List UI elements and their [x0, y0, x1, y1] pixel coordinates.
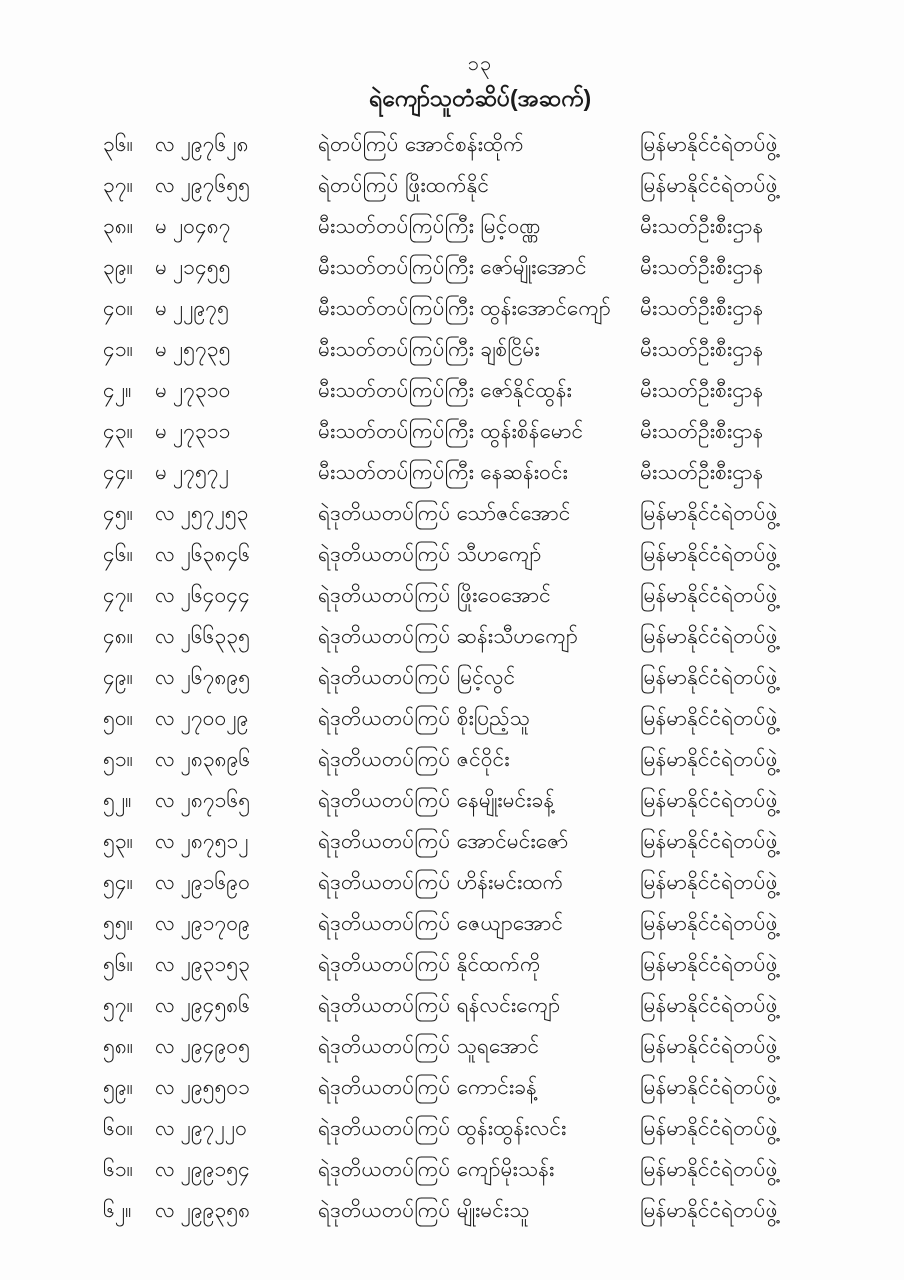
- organization-label: မြန်မာနိုင်ငံရဲတပ်ဖွဲ့: [640, 748, 778, 771]
- organization-label: မြန်မာနိုင်ငံရဲတပ်ဖွဲ့: [640, 625, 778, 648]
- table-row: [0, 1108, 904, 1149]
- rank-name-cell: [318, 124, 640, 165]
- row-number: ၅၄။: [103, 871, 133, 894]
- rank-name-cell: [318, 1190, 640, 1231]
- row-number: ၄၅။: [103, 502, 133, 525]
- organization-label: မြန်မာနိုင်ငံရဲတပ်ဖွဲ့: [640, 174, 778, 197]
- rank-name-cell: [318, 329, 640, 370]
- service-code: လ ၂၆၃၈၄၆: [155, 543, 251, 566]
- table-row: [0, 534, 904, 575]
- name-label: ဇော်မျိုးအောင်: [480, 256, 587, 279]
- table-row: [0, 1190, 904, 1231]
- rank-name-cell: [318, 411, 640, 452]
- service-code: မ ၂၅၇၃၅: [155, 338, 231, 361]
- name-label: စိုးပြည့်သူ: [456, 707, 530, 730]
- service-code: လ ၂၉၄၉၀၅: [155, 1035, 250, 1058]
- page-title: ရဲကျော်သူတံဆိပ်(အဆက်): [368, 85, 592, 111]
- organization-label: မြန်မာနိုင်ငံရဲတပ်ဖွဲ့: [640, 994, 778, 1017]
- row-number: ၄၃။: [103, 420, 133, 443]
- service-code: လ ၂၉၃၁၅၃: [155, 953, 250, 976]
- table-row: [0, 985, 904, 1026]
- rank-name-cell: [318, 247, 640, 288]
- name-label: မြင့်ဝဏ္ဏ: [480, 215, 541, 238]
- rank-label: ရဲဒုတိယတပ်ကြပ်: [318, 1117, 451, 1140]
- rank-label: မီးသတ်တပ်ကြပ်ကြီး: [318, 215, 474, 238]
- row-number: ၅၉။: [103, 1076, 133, 1099]
- rank-name-cell: [318, 452, 640, 493]
- name-label: ဖြိုးဝေအောင်: [456, 584, 551, 607]
- rank-name-cell: [318, 165, 640, 206]
- service-code: လ ၂၉၇၆၂၈: [155, 133, 249, 156]
- service-code: လ ၂၉၁၆၉၀: [155, 871, 250, 894]
- rank-label: ရဲဒုတိယတပ်ကြပ်: [318, 953, 451, 976]
- rank-label: မီးသတ်တပ်ကြပ်ကြီး: [318, 297, 474, 320]
- row-number: ၅၇။: [103, 994, 133, 1017]
- service-code: လ ၂၉၇၆၅၅: [155, 174, 250, 197]
- organization-label: မီးသတ်ဦးစီးဌာန: [640, 379, 764, 402]
- rank-name-cell: [318, 1108, 640, 1149]
- table-row: [0, 493, 904, 534]
- organization-label: မြန်မာနိုင်ငံရဲတပ်ဖွဲ့: [640, 1035, 778, 1058]
- table-row: [0, 944, 904, 985]
- table-row: [0, 370, 904, 411]
- row-number: ၃၆။: [103, 133, 133, 156]
- row-number: ၄၉။: [103, 666, 133, 689]
- table-row: [0, 1067, 904, 1108]
- name-label: ရန်လင်းကျော်: [456, 994, 561, 1017]
- rank-name-cell: [318, 370, 640, 411]
- organization-label: မြန်မာနိုင်ငံရဲတပ်ဖွဲ့: [640, 789, 778, 812]
- rank-label: ရဲတပ်ကြပ်: [318, 174, 399, 197]
- organization-label: မြန်မာနိုင်ငံရဲတပ်ဖွဲ့: [640, 953, 778, 976]
- page-header: [56, 50, 904, 114]
- row-number: ၅၅။: [103, 912, 133, 935]
- name-label: ဖြိုးထက်နိုင်: [404, 174, 490, 197]
- table-row: [0, 288, 904, 329]
- table-row: [0, 411, 904, 452]
- rank-label: ရဲဒုတိယတပ်ကြပ်: [318, 830, 451, 853]
- service-code: လ ၂၆၄၀၄၄: [155, 584, 250, 607]
- name-label: မျိုးမင်းသူ: [456, 1199, 530, 1222]
- table-row: [0, 124, 904, 165]
- row-number: ၅၃။: [103, 830, 133, 853]
- rank-label: ရဲဒုတိယတပ်ကြပ်: [318, 1199, 451, 1222]
- service-code: မ ၂၇၅၇၂: [155, 461, 229, 484]
- rank-label: ရဲဒုတိယတပ်ကြပ်: [318, 871, 451, 894]
- table-row: [0, 247, 904, 288]
- rank-label: မီးသတ်တပ်ကြပ်ကြီး: [318, 379, 474, 402]
- name-label: ဟိန်းမင်းထက်: [456, 871, 564, 894]
- row-number: ၆၀။: [103, 1117, 133, 1140]
- service-code: လ ၂၆၇၈၉၅: [155, 666, 251, 689]
- organization-label: မြန်မာနိုင်ငံရဲတပ်ဖွဲ့: [640, 1117, 778, 1140]
- rank-label: ရဲဒုတိယတပ်ကြပ်: [318, 707, 451, 730]
- name-label: ချစ်ငြိမ်း: [480, 338, 540, 361]
- rank-label: ရဲဒုတိယတပ်ကြပ်: [318, 1158, 451, 1181]
- rank-name-cell: [318, 903, 640, 944]
- rank-label: ရဲဒုတိယတပ်ကြပ်: [318, 543, 451, 566]
- rank-name-cell: [318, 534, 640, 575]
- table-row: [0, 1026, 904, 1067]
- rank-label: ရဲတပ်ကြပ်: [318, 133, 399, 156]
- row-number: ၄၆။: [103, 543, 133, 566]
- table-row: [0, 1149, 904, 1190]
- organization-label: မြန်မာနိုင်ငံရဲတပ်ဖွဲ့: [640, 1199, 778, 1222]
- row-number: ၆၂။: [103, 1199, 132, 1222]
- organization-label: မြန်မာနိုင်ငံရဲတပ်ဖွဲ့: [640, 1158, 778, 1181]
- name-label: ဇေယျာအောင်: [456, 912, 563, 935]
- organization-label: မြန်မာနိုင်ငံရဲတပ်ဖွဲ့: [640, 666, 778, 689]
- rank-name-cell: [318, 1067, 640, 1108]
- rank-name-cell: [318, 1149, 640, 1190]
- table-row: [0, 780, 904, 821]
- rank-label: မီးသတ်တပ်ကြပ်ကြီး: [318, 420, 474, 443]
- rank-label: ရဲဒုတိယတပ်ကြပ်: [318, 666, 451, 689]
- name-label: အောင်စန်းထိုက်: [404, 133, 524, 156]
- table-row: [0, 698, 904, 739]
- award-roster-table: [0, 124, 904, 1231]
- service-code: လ ၂၈၇၅၁၂: [155, 830, 249, 853]
- row-number: ၄၁။: [103, 338, 133, 361]
- table-row: [0, 821, 904, 862]
- table-row: [0, 329, 904, 370]
- rank-label: ရဲဒုတိယတပ်ကြပ်: [318, 584, 451, 607]
- name-label: သူရအောင်: [456, 1035, 540, 1058]
- rank-name-cell: [318, 944, 640, 985]
- rank-label: မီးသတ်တပ်ကြပ်ကြီး: [318, 256, 474, 279]
- row-number: ၃၉။: [103, 256, 133, 279]
- name-label: ကောင်းခန့်: [456, 1076, 537, 1099]
- organization-label: မြန်မာနိုင်ငံရဲတပ်ဖွဲ့: [640, 502, 778, 525]
- rank-label: ရဲဒုတိယတပ်ကြပ်: [318, 1076, 451, 1099]
- service-code: လ ၂၉၄၅၈၆: [155, 994, 251, 1017]
- organization-label: မြန်မာနိုင်ငံရဲတပ်ဖွဲ့: [640, 584, 778, 607]
- service-code: လ ၂၉၉၃၅၈: [155, 1199, 251, 1222]
- organization-label: မြန်မာနိုင်ငံရဲတပ်ဖွဲ့: [640, 1076, 778, 1099]
- table-row: [0, 165, 904, 206]
- name-label: သီဟကျော်: [456, 543, 542, 566]
- service-code: မ ၂၀၄၈၇: [155, 215, 231, 238]
- rank-label: ရဲဒုတိယတပ်ကြပ်: [318, 625, 451, 648]
- name-label: ကျော်မိုးသန်း: [456, 1158, 555, 1181]
- page-number: ၁၃: [467, 53, 493, 75]
- rank-label: မီးသတ်တပ်ကြပ်ကြီး: [318, 461, 474, 484]
- rank-label: ရဲဒုတိယတပ်ကြပ်: [318, 912, 451, 935]
- row-number: ၄၇။: [103, 584, 133, 607]
- name-label: နိုင်ထက်ကို: [456, 953, 541, 976]
- rank-name-cell: [318, 821, 640, 862]
- rank-name-cell: [318, 780, 640, 821]
- name-label: အောင်မင်းဇော်: [456, 830, 569, 853]
- row-number: ၄၀။: [103, 297, 133, 320]
- row-number: ၅၈။: [103, 1035, 134, 1058]
- rank-name-cell: [318, 575, 640, 616]
- rank-name-cell: [318, 657, 640, 698]
- service-code: လ ၂၅၇၂၅၃: [155, 502, 249, 525]
- rank-name-cell: [318, 206, 640, 247]
- name-label: နေဆန်းဝင်း: [480, 461, 568, 484]
- row-number: ၄၈။: [103, 625, 134, 648]
- service-code: လ ၂၉၇၂၂၀: [155, 1117, 247, 1140]
- rank-name-cell: [318, 985, 640, 1026]
- service-code: လ ၂၆၆၃၃၅: [155, 625, 250, 648]
- service-code: လ ၂၈၃၈၉၆: [155, 748, 251, 771]
- organization-label: မြန်မာနိုင်ငံရဲတပ်ဖွဲ့: [640, 707, 778, 730]
- name-label: ဇင်ဝိုင်း: [456, 748, 510, 771]
- rank-label: ရဲဒုတိယတပ်ကြပ်: [318, 994, 451, 1017]
- service-code: လ ၂၈၇၁၆၅: [155, 789, 251, 812]
- organization-label: မီးသတ်ဦးစီးဌာန: [640, 461, 764, 484]
- rank-name-cell: [318, 288, 640, 329]
- rank-label: ရဲဒုတိယတပ်ကြပ်: [318, 502, 451, 525]
- organization-label: မီးသတ်ဦးစီးဌာန: [640, 420, 764, 443]
- organization-label: မြန်မာနိုင်ငံရဲတပ်ဖွဲ့: [640, 871, 778, 894]
- table-row: [0, 657, 904, 698]
- rank-name-cell: [318, 862, 640, 903]
- row-number: ၅၆။: [103, 953, 133, 976]
- organization-label: မြန်မာနိုင်ငံရဲတပ်ဖွဲ့: [640, 912, 778, 935]
- organization-label: မီးသတ်ဦးစီးဌာန: [640, 256, 764, 279]
- name-label: နေမျိုးမင်းခန့်: [456, 789, 555, 812]
- row-number: ၅၁။: [103, 748, 133, 771]
- row-number: ၆၁။: [103, 1158, 133, 1181]
- rank-label: ရဲဒုတိယတပ်ကြပ်: [318, 789, 451, 812]
- service-code: လ ၂၉၁၇၀၉: [155, 912, 250, 935]
- organization-label: မီးသတ်ဦးစီးဌာန: [640, 215, 764, 238]
- service-code: မ ၂၇၃၁၁: [155, 420, 231, 443]
- row-number: ၄၄။: [103, 461, 133, 484]
- service-code: လ ၂၉၉၁၅၄: [155, 1158, 250, 1181]
- rank-label: ရဲဒုတိယတပ်ကြပ်: [318, 1035, 451, 1058]
- row-number: ၅၀။: [103, 707, 133, 730]
- name-label: ဆန်းသီဟကျော်: [456, 625, 578, 648]
- organization-label: မီးသတ်ဦးစီးဌာန: [640, 297, 764, 320]
- row-number: ၅၂။: [103, 789, 132, 812]
- rank-name-cell: [318, 616, 640, 657]
- row-number: ၄၂။: [103, 379, 132, 402]
- name-label: ဇော်နိုင်ထွန်း: [480, 379, 572, 402]
- rank-name-cell: [318, 493, 640, 534]
- table-row: [0, 739, 904, 780]
- service-code: လ ၂၉၅၅၀၁: [155, 1076, 250, 1099]
- name-label: ထွန်းစိန်မောင်: [480, 420, 584, 443]
- table-row: [0, 206, 904, 247]
- rank-name-cell: [318, 739, 640, 780]
- name-label: မြင့်လွင်: [456, 666, 516, 689]
- rank-name-cell: [318, 1026, 640, 1067]
- service-code: လ ၂၇၀၀၂၉: [155, 707, 249, 730]
- table-row: [0, 862, 904, 903]
- table-row: [0, 575, 904, 616]
- organization-label: မြန်မာနိုင်ငံရဲတပ်ဖွဲ့: [640, 830, 778, 853]
- row-number: ၃၇။: [103, 174, 133, 197]
- rank-label: မီးသတ်တပ်ကြပ်ကြီး: [318, 338, 474, 361]
- service-code: မ ၂၂၉၇၅: [155, 297, 229, 320]
- table-row: [0, 452, 904, 493]
- service-code: မ ၂၇၃၁၀: [155, 379, 231, 402]
- row-number: ၃၈။: [103, 215, 134, 238]
- table-row: [0, 616, 904, 657]
- name-label: ထွန်းအောင်ကျော်: [480, 297, 611, 320]
- name-label: ထွန်းထွန်းလင်း: [456, 1117, 567, 1140]
- rank-label: ရဲဒုတိယတပ်ကြပ်: [318, 748, 451, 771]
- organization-label: မြန်မာနိုင်ငံရဲတပ်ဖွဲ့: [640, 543, 778, 566]
- service-code: မ ၂၁၄၅၅: [155, 256, 231, 279]
- table-row: [0, 903, 904, 944]
- organization-label: မီးသတ်ဦးစီးဌာန: [640, 338, 764, 361]
- name-label: သော်ဇင်အောင်: [456, 502, 571, 525]
- rank-name-cell: [318, 698, 640, 739]
- organization-label: မြန်မာနိုင်ငံရဲတပ်ဖွဲ့: [640, 133, 778, 156]
